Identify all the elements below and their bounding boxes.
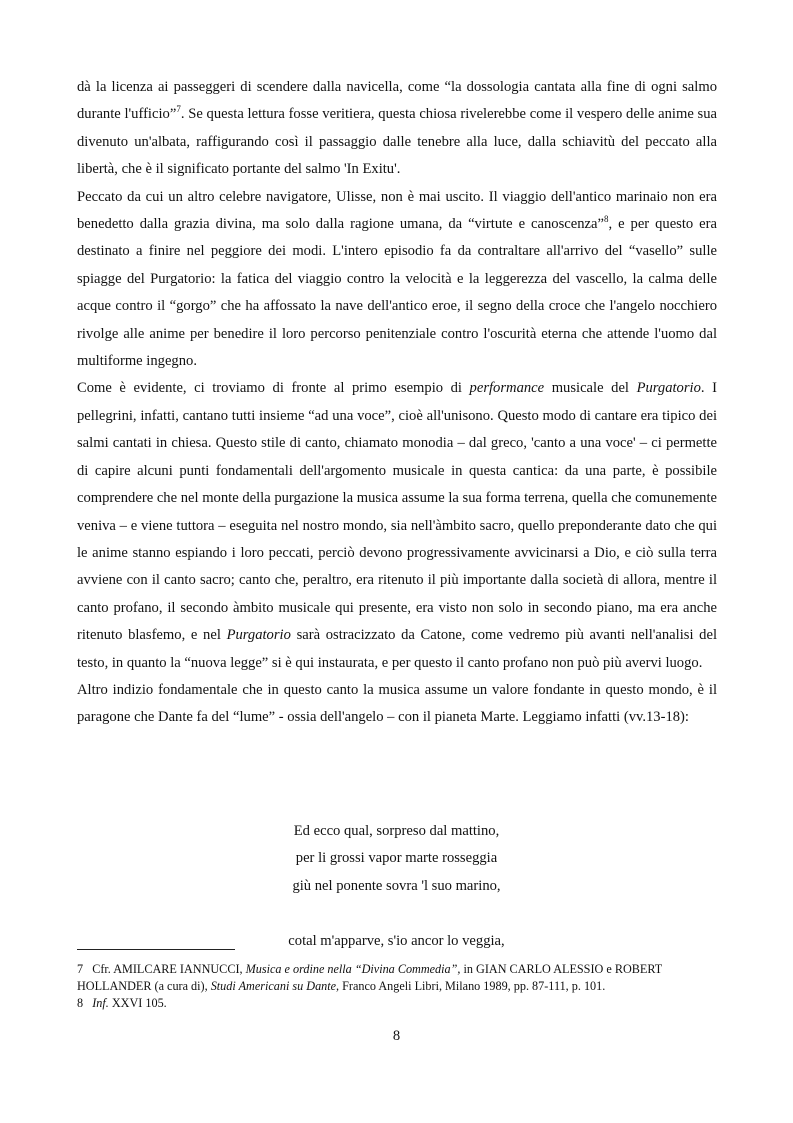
footnote-ref-8[interactable]: 8 xyxy=(603,214,609,225)
page-number: 8 xyxy=(392,1028,401,1044)
paragraph-3: Come è evidente, ci troviamo di fronte al primo esempio di performance musicale del Purgatorio. I pellegrini, infatti, cantano tutti insieme “ad una voce”, cioè all'unisono. Questo modo di cantare era tipico dei salmi cantati in chiesa. Questo stile di canto, chiamato monodia – dal greco, 'canto a una voce' – ci permette di capire alcuni punti fondamentali dell'argomento musicale in questa cantica: da una parte, è possibile comprendere che nel monte della purgazione la musica assume la sua forma terrena, quella che comunemente veniva – e viene tuttora – eseguita nel nostro mondo, sia nell'àmbito sacro, quello preponderante dato che qui le anime stanno espiando i loro peccati, perciò devono progressivamente avvicinarsi a Dio, e ciò sulla terra avviene con il canto sacro; canto che, peraltro, era ritenuto il più importante dalla società di allora, mentre il canto profano, il secondo àmbito musicale qui presente, era visto non solo in secondo piano, ma era anche ritenuto blasfemo, e nel Purgatorio sarà ostracizzato da Catone, come vedremo più avanti nell'analisi del testo, in quanto la “nuova legge” si è qui instaurata, e per questo il canto profano non può più avervi luogo. xyxy=(77,380,718,671)
paragraph-4: Altro indizio fondamentale che in questo canto la musica assume un valore fondante in questo mondo, è il paragone che Dante fa del “lume” - ossia dell'angelo – con il pianeta Marte. Leggiamo infatti (vv.13-18): xyxy=(77,681,717,726)
body-text xyxy=(77,74,717,732)
paragraph-1: dà la licenza ai passeggeri di scendere dalla navicella, come “la dossologia cantata alla fine di ogni salmo durante l'ufficio”$^7$. Se questa lettura fosse veritiera, questa chiosa rivelerebbe come il vespero delle anime sua divenuto un'albata, raffigurando così il passaggio dalle tenebre alla luce, dalla schiavitù del peccato alla libertà, che è il significato portante del salmo 'In Exitu'. xyxy=(77,79,717,178)
poem-line-4: cotal m'apparve, s'io ancor lo veggia, xyxy=(288,932,505,949)
poem-line-3: giù nel ponente sovra 'l suo marino, xyxy=(292,877,501,894)
footnote-8: 8 Inf. XXVI 105. xyxy=(77,996,167,1010)
footnote-ref-7[interactable]: 7 xyxy=(176,104,181,115)
poem-line-2: per li grossi vapor marte rosseggia xyxy=(295,850,498,867)
poem-line-1: Ed ecco qual, sorpreso dal mattino, xyxy=(293,823,500,839)
paragraph-2: Peccato da cui un altro celebre navigatore, Ulisse, non è mai uscito. Il viaggio dell'antico marinaio non era benedetto dalla grazia divina, ma solo dalla ragione umana, da “virtute e canoscenza”$^8$, e per questo era destinato a finire nel peggiore dei modi. L'intero episodio fa da contraltare all'arrivo del “vasello” sulle spiagge del Purgatorio: la fatica del viaggio contro la velocità e la leggerezza del vascello, la calma delle acque contro il “gorgo” che ha affossato la nave dell'antico eroe, il segno della croce che l'angelo nocchiero rivolge alle anime per benedire il loro percorso penitenziale contro l'oscurità eterna che attende l'uomo dal multiforme ingegno. xyxy=(77,188,717,370)
footnote-separator xyxy=(77,949,235,950)
footnote-7: 7 Cfr. AMILCARE IANNUCCI, Musica e ordine nella “Divina Commedia”, in GIAN CARLO ALESSIO e ROBERT HOLLANDER (a cura di), Studi Americani su Dante, Franco Angeli Libri, Milano 1989, pp. 87-111, p. 101. xyxy=(77,962,662,993)
stanza-gap xyxy=(0,900,793,927)
footnotes xyxy=(77,961,717,1012)
poem-quotation xyxy=(0,818,793,955)
